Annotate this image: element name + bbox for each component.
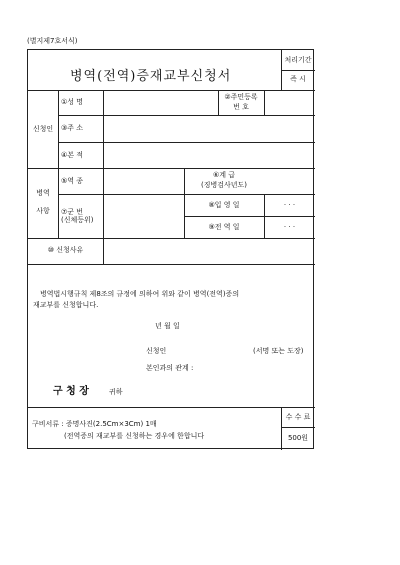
divider <box>281 70 315 71</box>
service-number-label: ⑦군 번 <box>61 208 84 216</box>
statement-relation: 본인과의 관계 : <box>146 364 194 372</box>
rank-label: ⑥계 급 <box>212 171 236 179</box>
divider <box>58 115 315 116</box>
statement-line-2: 재교부를 신청합니다. <box>33 301 99 309</box>
military-group-label-2: 사항 <box>36 207 50 215</box>
divider <box>28 238 315 239</box>
rrn-label-2: 번 호 <box>233 103 249 111</box>
divider <box>281 427 315 428</box>
service-type-label: ⑤역 종 <box>61 177 84 185</box>
processing-label: 처리기간 <box>284 56 312 64</box>
statement-line-1: 병역법시행규칙 제8조의 규정에 의하여 위와 같이 병역(전역)증의 <box>40 290 240 298</box>
form-reference: (별지제7호서식) <box>27 37 78 45</box>
divider <box>28 407 315 408</box>
fee-label: 수 수 료 <box>285 413 311 421</box>
addressee-name: 구 청 장 <box>53 386 89 397</box>
rank-label-2: (징병검사년도) <box>200 181 248 189</box>
statement-applicant: 신청인 <box>146 347 167 355</box>
divider <box>264 90 265 116</box>
divider <box>58 194 315 195</box>
required-docs: 구비서류 : 증명사진(2.5Cm×3Cm) 1매 <box>32 420 157 428</box>
divider <box>28 264 315 265</box>
form-title: 병역(전역)증재교부신청서 <box>70 69 232 84</box>
applicant-group-label: 신청인 <box>32 125 54 133</box>
domicile-label: ④본 적 <box>61 151 84 159</box>
service-number-label-2: (신체등위) <box>61 216 94 224</box>
rrn-label: ②주민등록 <box>224 93 258 101</box>
divider <box>103 90 104 264</box>
enlist-date-value: · · · <box>283 201 296 209</box>
divider <box>58 90 59 238</box>
statement-sign: (서명 또는 도장) <box>253 347 304 355</box>
processing-value: 즉 시 <box>290 75 306 83</box>
discharge-date-value: · · · <box>283 223 296 231</box>
statement-date: 년 월 일 <box>155 322 180 330</box>
divider <box>58 142 315 143</box>
addressee-suffix: 귀하 <box>109 388 123 396</box>
military-group-label: 병역 <box>36 189 50 197</box>
address-label: ③주 소 <box>61 124 84 132</box>
divider <box>28 90 315 91</box>
enlist-date-label: ⑧입 영 일 <box>208 201 240 209</box>
application-form <box>27 49 314 449</box>
name-label: ①성 명 <box>61 98 84 106</box>
divider <box>184 216 315 217</box>
required-docs-note: (전역증의 재교부를 신청하는 경우에 한합니다 <box>64 432 205 440</box>
fee-value: 500원 <box>287 434 309 442</box>
divider <box>28 168 315 169</box>
reason-label: ⑩ 신청사유 <box>47 246 84 254</box>
discharge-date-label: ⑨전 역 일 <box>208 223 240 231</box>
